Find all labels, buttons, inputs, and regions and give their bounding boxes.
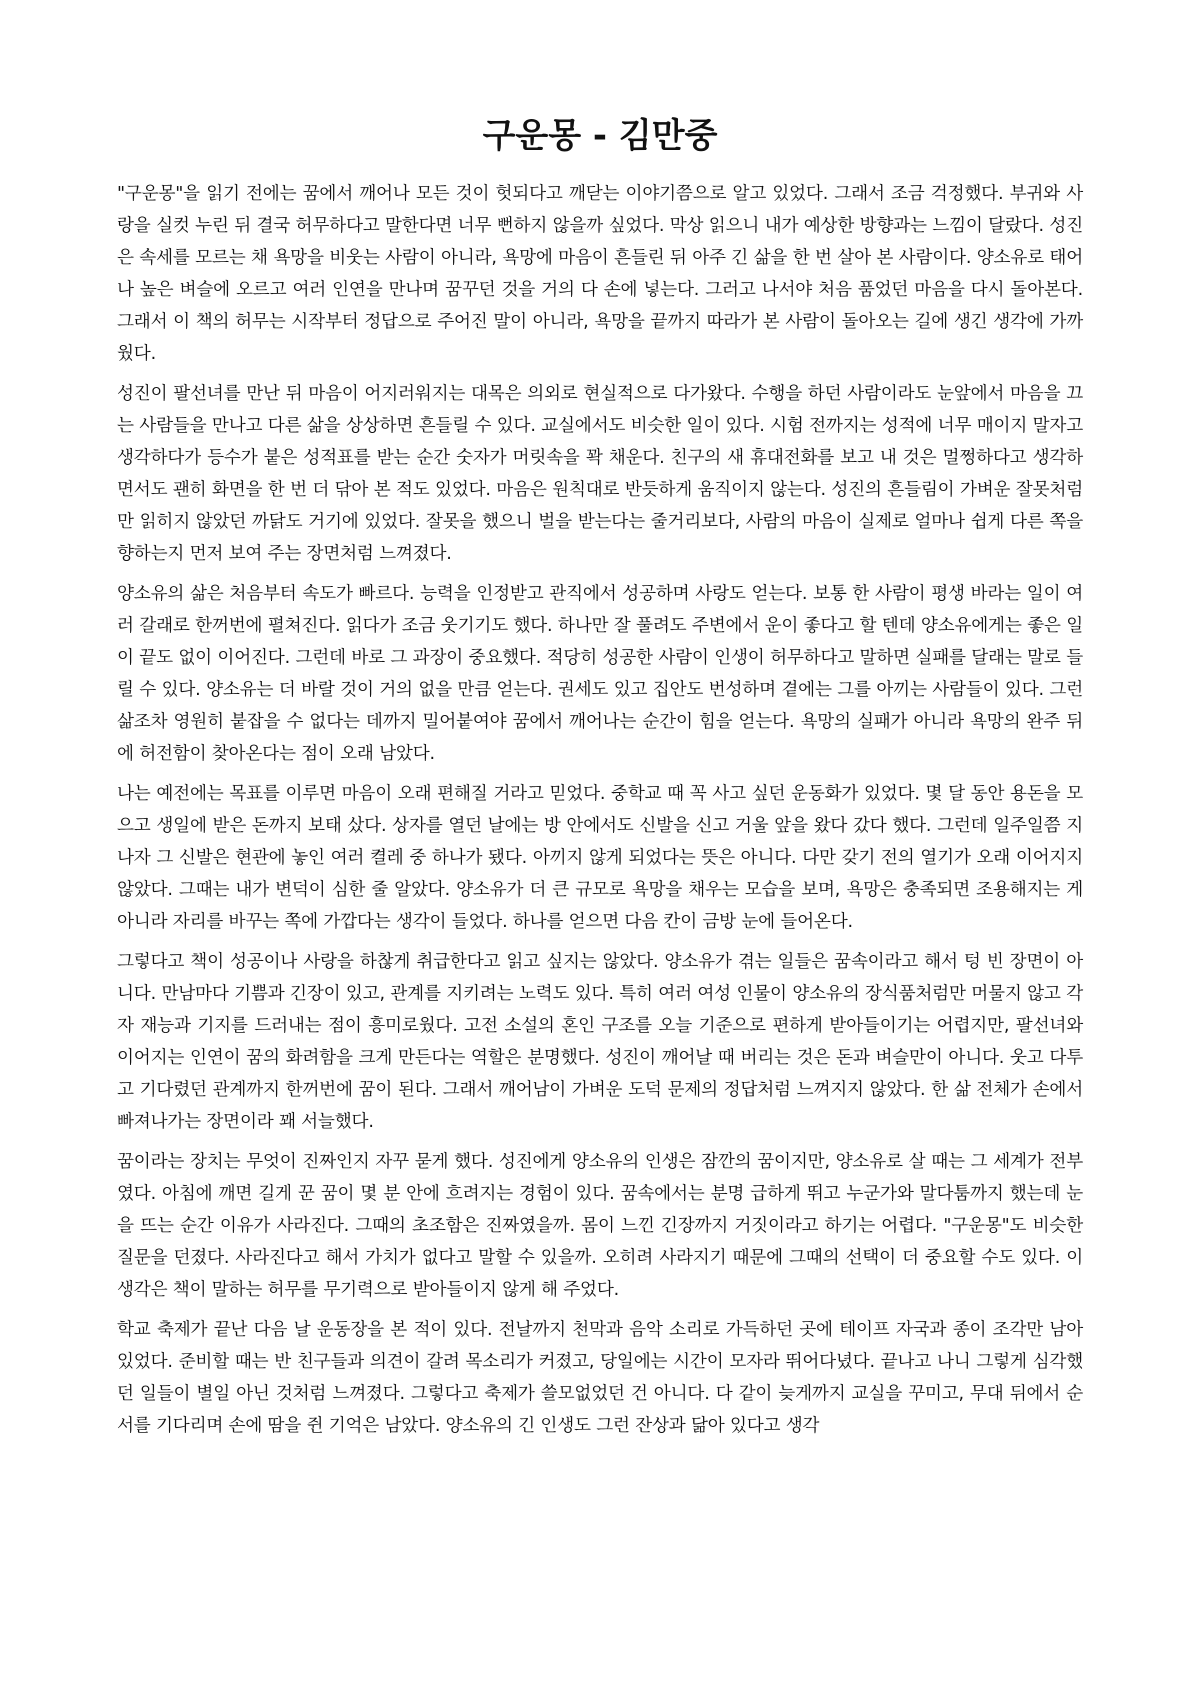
paragraph-7: 학교 축제가 끝난 다음 날 운동장을 본 적이 있다. 전날까지 천막과 음악 소리로 가득하던 곳에 테이프 자국과 종이 조각만 남아 있었다. 준비할 때는 반 친구들과 의견이 갈려 목소리가 커졌고, 당일에는 시간이 모자라 뛰어다녔다. 끝나고 나니 그렇게 심각했던 일들이 별일 아닌 것처럼 느껴졌다. 그렇다고 축제가 쓸모없었던 건 아니다. 다 같이 늦게까지 교실을 꾸미고, 무대 뒤에서 순서를 기다리며 손에 땀을 쥔 기억은 남았다. 양소유의 긴 인생도 그런 잔상과 닮아 있다고 생각 — [117, 1320, 1083, 1436]
document-title: 구운몽 - 김만중 — [482, 116, 718, 156]
paragraph-6: 꿈이라는 장치는 무엇이 진짜인지 자꾸 묻게 했다. 성진에게 양소유의 인생은 잠깐의 꿈이지만, 양소유로 살 때는 그 세계가 전부였다. 아침에 깨면 길게 꾼 꿈이 몇 분 안에 흐려지는 경험이 있다. 꿈속에서는 분명 급하게 뛰고 누군가와 말다툼까지 했는데 눈을 뜨는 순간 이유가 사라진다. 그때의 초조함은 진짜였을까. 몸이 느낀 긴장까지 거짓이라고 하기는 어렵다. "구운몽"도 비슷한 질문을 던졌다. 사라진다고 해서 가치가 없다고 말할 수 있을까. 오히려 사라지기 때문에 그때의 선택이 더 중요할 수도 있다. 이 생각은 책이 말하는 허무를 무기력으로 받아들이지 않게 해 주었다. — [117, 1152, 1083, 1300]
document-page — [117, 112, 1083, 1450]
paragraph-4: 나는 예전에는 목표를 이루면 마음이 오래 편해질 거라고 믿었다. 중학교 때 꼭 사고 싶던 운동화가 있었다. 몇 달 동안 용돈을 모으고 생일에 받은 돈까지 보태 샀다. 상자를 열던 날에는 방 안에서도 신발을 신고 거울 앞을 왔다 갔다 했다. 그런데 일주일쯤 지나자 그 신발은 현관에 놓인 여러 켤레 중 하나가 됐다. 아끼지 않게 되었다는 뜻은 아니다. 다만 갖기 전의 열기가 오래 이어지지 않았다. 그때는 내가 변덕이 심한 줄 알았다. 양소유가 더 큰 규모로 욕망을 채우는 모습을 보며, 욕망은 충족되면 조용해지는 게 아니라 자리를 바꾸는 쪽에 가깝다는 생각이 들었다. 하나를 얻으면 다음 칸이 금방 눈에 들어온다. — [117, 784, 1083, 932]
paragraph-1: "구운몽"을 읽기 전에는 꿈에서 깨어나 모든 것이 헛되다고 깨닫는 이야기쯤으로 알고 있었다. 그래서 조금 걱정했다. 부귀와 사랑을 실컷 누린 뒤 결국 허무하다고 말한다면 너무 뻔하지 않을까 싶었다. 막상 읽으니 내가 예상한 방향과는 느낌이 달랐다. 성진은 속세를 모르는 채 욕망을 비웃는 사람이 아니라, 욕망에 마음이 흔들린 뒤 아주 긴 삶을 한 번 살아 본 사람이다. 양소유로 태어나 높은 벼슬에 오르고 여러 인연을 만나며 꿈꾸던 것을 거의 다 손에 넣는다. 그러고 나서야 처음 품었던 마음을 다시 돌아본다. 그래서 이 책의 허무는 시작부터 정답으로 주어진 말이 아니라, 욕망을 끝까지 따라가 본 사람이 돌아오는 길에 생긴 생각에 가까웠다. — [117, 184, 1083, 364]
paragraph-3: 양소유의 삶은 처음부터 속도가 빠르다. 능력을 인정받고 관직에서 성공하며 사랑도 얻는다. 보통 한 사람이 평생 바라는 일이 여러 갈래로 한꺼번에 펼쳐진다. 읽다가 조금 웃기기도 했다. 하나만 잘 풀려도 주변에서 운이 좋다고 할 텐데 양소유에게는 좋은 일이 끝도 없이 이어진다. 그런데 바로 그 과장이 중요했다. 적당히 성공한 사람이 인생이 허무하다고 말하면 실패를 달래는 말로 들릴 수 있다. 양소유는 더 바랄 것이 거의 없을 만큼 얻는다. 권세도 있고 집안도 번성하며 곁에는 그를 아끼는 사람들이 있다. 그런 삶조차 영원히 붙잡을 수 없다는 데까지 밀어붙여야 꿈에서 깨어나는 순간이 힘을 얻는다. 욕망의 실패가 아니라 욕망의 완주 뒤에 허전함이 찾아온다는 점이 오래 남았다. — [117, 584, 1083, 764]
paragraph-2: 성진이 팔선녀를 만난 뒤 마음이 어지러워지는 대목은 의외로 현실적으로 다가왔다. 수행을 하던 사람이라도 눈앞에서 마음을 끄는 사람들을 만나고 다른 삶을 상상하면 흔들릴 수 있다. 교실에서도 비슷한 일이 있다. 시험 전까지는 성적에 너무 매이지 말자고 생각하다가 등수가 붙은 성적표를 받는 순간 숫자가 머릿속을 꽉 채운다. 친구의 새 휴대전화를 보고 내 것은 멀쩡하다고 생각하면서도 괜히 화면을 한 번 더 닦아 본 적도 있었다. 마음은 원칙대로 반듯하게 움직이지 않는다. 성진의 흔들림이 가벼운 잘못처럼만 읽히지 않았던 까닭도 거기에 있었다. 잘못을 했으니 벌을 받는다는 줄거리보다, 사람의 마음이 실제로 얼마나 쉽게 다른 쪽을 향하는지 먼저 보여 주는 장면처럼 느껴졌다. — [117, 384, 1083, 564]
paragraph-5: 그렇다고 책이 성공이나 사랑을 하찮게 취급한다고 읽고 싶지는 않았다. 양소유가 겪는 일들은 꿈속이라고 해서 텅 빈 장면이 아니다. 만남마다 기쁨과 긴장이 있고, 관계를 지키려는 노력도 있다. 특히 여러 여성 인물이 양소유의 장식품처럼만 머물지 않고 각자 재능과 기지를 드러내는 점이 흥미로웠다. 고전 소설의 혼인 구조를 오늘 기준으로 편하게 받아들이기는 어렵지만, 팔선녀와 이어지는 인연이 꿈의 화려함을 크게 만든다는 역할은 분명했다. 성진이 깨어날 때 버리는 것은 돈과 벼슬만이 아니다. 웃고 다투고 기다렸던 관계까지 한꺼번에 꿈이 된다. 그래서 깨어남이 가벼운 도덕 문제의 정답처럼 느껴지지 않았다. 한 삶 전체가 손에서 빠져나가는 장면이라 꽤 서늘했다. — [117, 952, 1083, 1132]
